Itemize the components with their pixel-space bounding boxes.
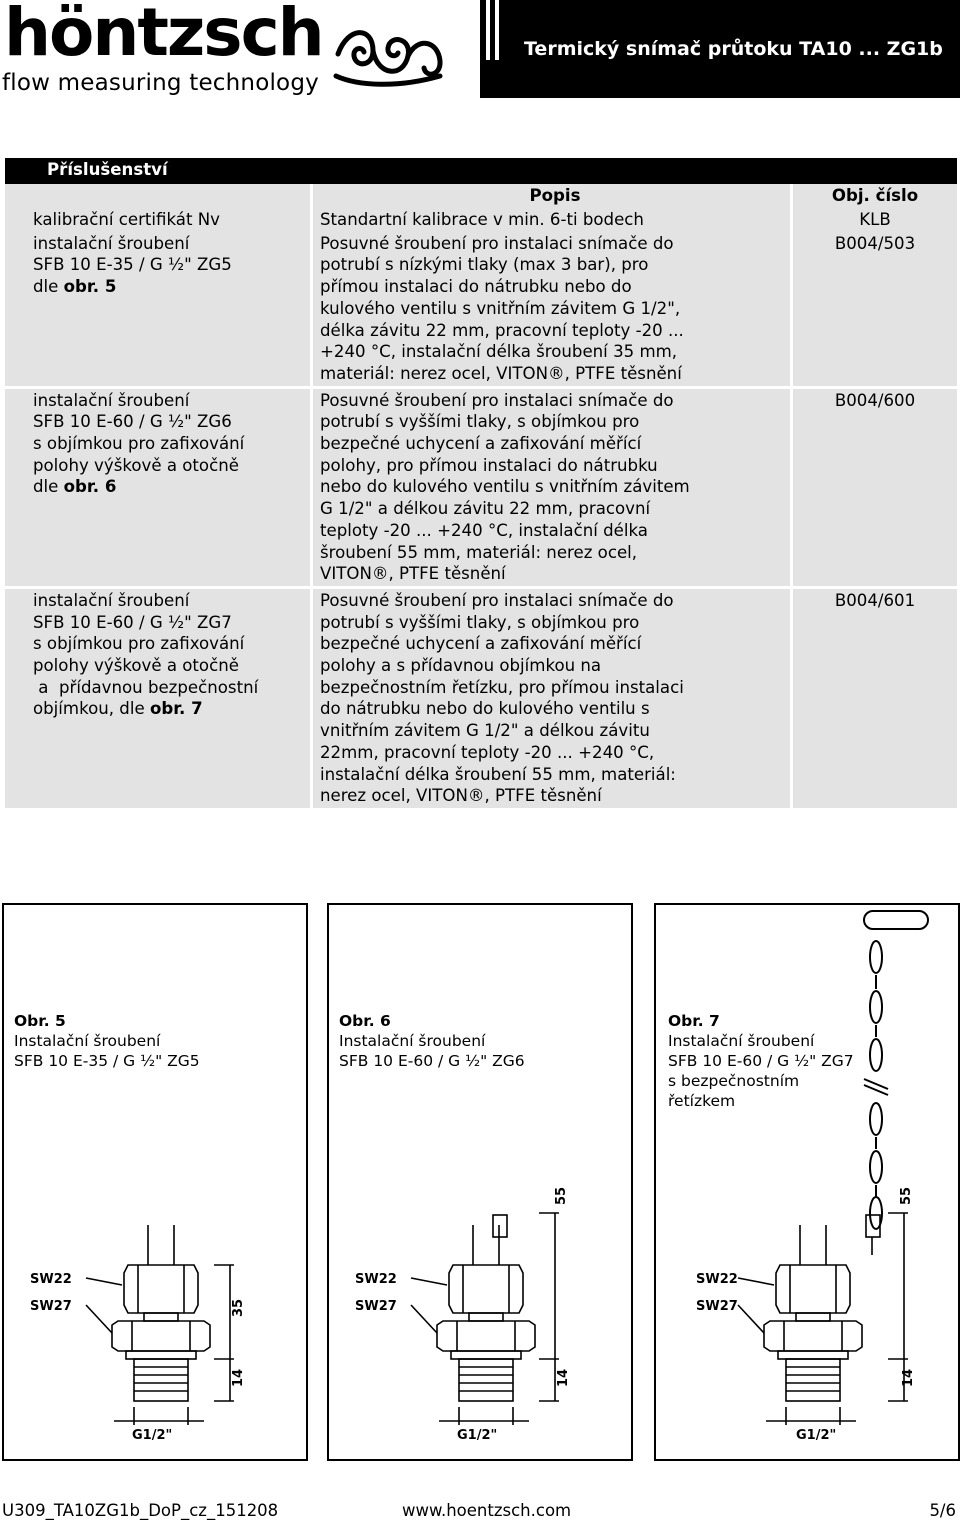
row-code: KLB [859, 210, 891, 229]
figure-5-box [2, 903, 308, 1461]
figure-caption [339, 1011, 525, 1071]
row-desc-line: materiál: nerez ocel, VITON®, PTFE těsnění [320, 363, 682, 383]
row-desc-line: polohy, pro přímou instalaci do nátrubku [320, 455, 658, 475]
accessories-table [2, 158, 960, 808]
thread-label: G1/2" [132, 1428, 173, 1443]
figure-label: Obr. 6 [339, 1012, 391, 1030]
figure-ref: obr. 6 [63, 477, 117, 497]
figure-label: Obr. 5 [14, 1012, 66, 1030]
dim-thread-label: 14 [556, 1368, 571, 1387]
row-desc-line: nerez ocel, VITON®, PTFE těsnění [320, 786, 602, 806]
row-desc-line: Posuvné šroubení pro instalaci snímače do [320, 233, 674, 253]
figure-ref: obr. 5 [63, 277, 117, 297]
row-desc-line: Standartní kalibrace v min. 6-ti bodech [320, 210, 644, 229]
row-desc-line: nebo do kulového ventilu s vnitřním závitem [320, 477, 690, 497]
figure-caption-line: Instalační šroubení [668, 1032, 815, 1050]
table-row [5, 232, 957, 389]
row-desc-line: 22mm, pracovní teploty -20 ... +240 °C, [320, 742, 655, 762]
row-name-line: dle obr. 6 [33, 477, 117, 497]
row-desc-line: potrubí s vyššími tlaky, s objímkou pro [320, 612, 640, 632]
sw2-label: SW27 [30, 1299, 72, 1314]
header-stripes-icon [484, 0, 504, 62]
figure-caption [668, 1011, 854, 1111]
row-desc-line: bezpečné uchycení a zafixování měřící [320, 634, 642, 654]
footer-website-link[interactable]: www.hoentzsch.com [402, 1501, 572, 1520]
row-desc-line: VITON®, PTFE těsnění [320, 564, 506, 584]
figure-7-box [654, 903, 960, 1461]
figure-6-box [327, 903, 633, 1461]
row-name-line: SFB 10 E-60 / G ½" ZG6 [33, 412, 232, 432]
sw1-label: SW22 [30, 1272, 72, 1287]
dim-length-label: 55 [899, 1186, 914, 1205]
dim-length-label: 55 [554, 1186, 569, 1205]
row-desc-line: Posuvné šroubení pro instalaci snímače do [320, 390, 674, 410]
section-header-row [5, 158, 957, 184]
section-title: Příslušenství [5, 158, 957, 184]
row-name-line: a přídavnou bezpečnostní [33, 677, 259, 697]
column-header-row [5, 184, 957, 208]
row-desc-line: potrubí s nízkými tlaky (max 3 bar), pro [320, 255, 649, 275]
dim-thread-label: 14 [231, 1368, 246, 1387]
figure-caption-line: Instalační šroubení [14, 1032, 161, 1050]
safety-chain-icon [856, 909, 936, 1239]
row-code: B004/503 [834, 233, 916, 253]
row-desc-line: polohy a s přídavnou objímkou na [320, 656, 602, 676]
row-desc-line: délka závitu 22 mm, pracovní teploty -20 ... [320, 320, 684, 340]
col-popis-header: Popis [313, 184, 790, 208]
row-name-line: objímkou, dle obr. 7 [33, 699, 203, 719]
row-code: B004/600 [834, 390, 916, 410]
row-desc-line: potrubí s vyššími tlaky, s objímkou pro [320, 412, 640, 432]
row-desc-line: +240 °C, instalační délka šroubení 35 mm, [320, 342, 678, 362]
dim-thread-label: 14 [901, 1368, 916, 1387]
footer-doc-id: U309_TA10ZG1b_DoP_cz_151208 [2, 1501, 279, 1520]
row-desc-line: G 1/2" a délkou závitu 22 mm, pracovní [320, 499, 651, 519]
thread-label: G1/2" [796, 1428, 837, 1443]
row-name-line: s objímkou pro zafixování [33, 434, 245, 454]
row-desc-line: instalační délka šroubení 55 mm, materiál: [320, 764, 676, 784]
row-desc-line: kulového ventilu s vnitřním závitem G 1/2", [320, 298, 681, 318]
row-desc-line: přímou instalaci do nátrubku nebo do [320, 277, 632, 297]
figure-caption-line: SFB 10 E-60 / G ½" ZG7 [668, 1052, 854, 1070]
brand-tagline: flow measuring technology [2, 70, 319, 96]
row-name-line: dle obr. 5 [33, 277, 117, 297]
row-desc-line: teploty -20 ... +240 °C, instalační délka [320, 520, 648, 540]
row-name-line: polohy výškově a otočně [33, 656, 239, 676]
figure-caption [14, 1011, 200, 1071]
ornament-icon [328, 6, 448, 98]
row-desc-line: Posuvné šroubení pro instalaci snímače do [320, 590, 674, 610]
figure-caption-line: Instalační šroubení [339, 1032, 486, 1050]
figure-caption-line: řetízkem [668, 1092, 736, 1110]
row-desc-line: vnitřním závitem G 1/2" a délkou závitu [320, 721, 650, 741]
fitting-drawing-icon [4, 1225, 304, 1457]
figure-label: Obr. 7 [668, 1012, 720, 1030]
table-row [5, 589, 957, 808]
table-row [5, 389, 957, 589]
brand-logo: höntzsch [4, 0, 323, 71]
col-name-header [5, 184, 310, 208]
row-desc-line: bezpečné uchycení a zafixování měřící [320, 434, 642, 454]
dim-length-label: 35 [231, 1298, 246, 1317]
sw2-label: SW27 [696, 1299, 738, 1314]
row-name-line: kalibrační certifikát Nv [33, 210, 220, 229]
table-row [5, 208, 957, 232]
col-obj-header: Obj. číslo [793, 184, 957, 208]
sw2-label: SW27 [355, 1299, 397, 1314]
row-name-line: SFB 10 E-35 / G ½" ZG5 [33, 255, 232, 275]
fitting-drawing-icon [329, 1186, 629, 1457]
row-desc-line: do nátrubku nebo do kulového ventilu s [320, 699, 650, 719]
row-desc-line: šroubení 55 mm, materiál: nerez ocel, [320, 542, 638, 562]
row-name-line: s objímkou pro zafixování [33, 634, 245, 654]
row-desc-line: bezpečnostním řetízku, pro přímou instalaci [320, 677, 684, 697]
sw1-label: SW22 [696, 1272, 738, 1287]
figure-caption-line: SFB 10 E-35 / G ½" ZG5 [14, 1052, 200, 1070]
row-name-line: instalační šroubení [33, 233, 190, 253]
figure-ref: obr. 7 [149, 699, 203, 719]
thread-label: G1/2" [457, 1428, 498, 1443]
row-name-line: polohy výškově a otočně [33, 455, 239, 475]
document-title: Termický snímač průtoku TA10 ... ZG1b [524, 38, 943, 60]
footer-page-number: 5/6 [929, 1501, 956, 1520]
row-name-line: instalační šroubení [33, 590, 190, 610]
row-code: B004/601 [834, 590, 916, 610]
figure-caption-line: SFB 10 E-60 / G ½" ZG6 [339, 1052, 525, 1070]
sw1-label: SW22 [355, 1272, 397, 1287]
row-name-line: SFB 10 E-60 / G ½" ZG7 [33, 612, 232, 632]
figure-caption-line: s bezpečnostním [668, 1072, 800, 1090]
row-name-line: instalační šroubení [33, 390, 190, 410]
fitting-drawing-icon [656, 1186, 956, 1457]
